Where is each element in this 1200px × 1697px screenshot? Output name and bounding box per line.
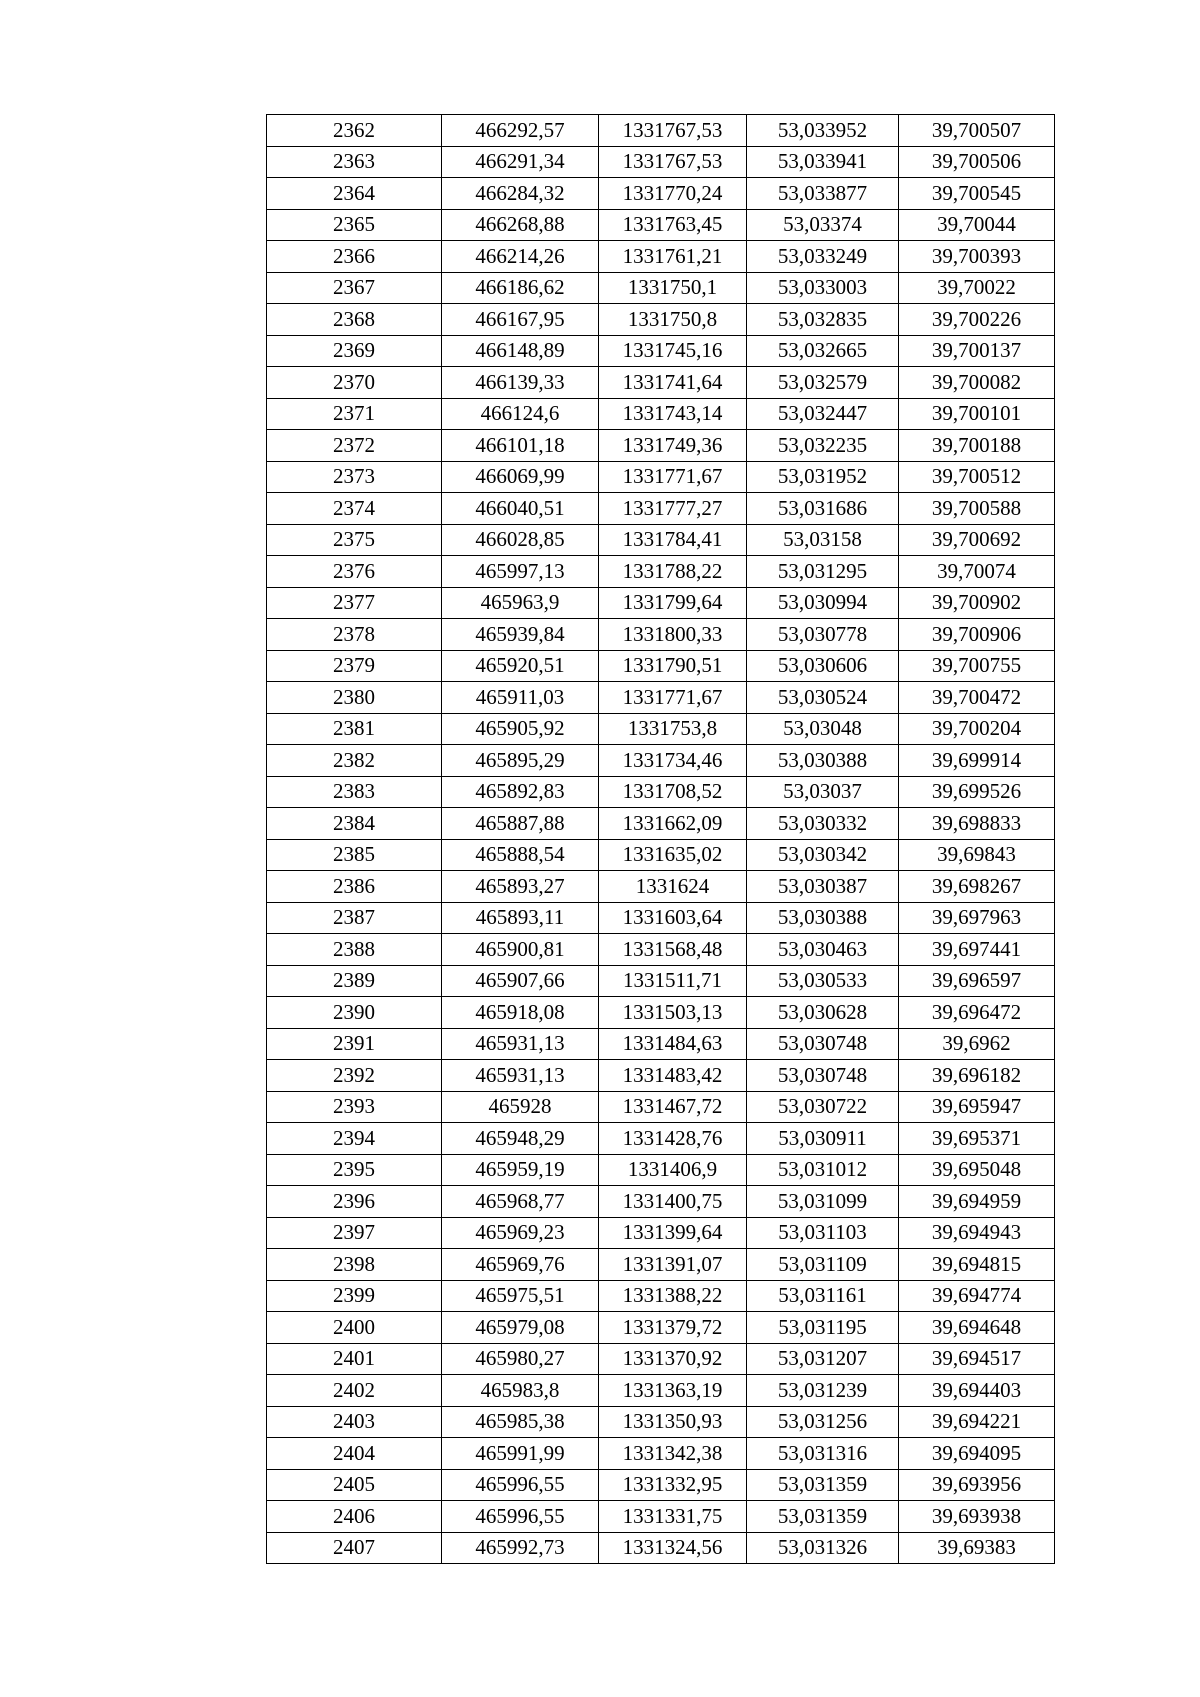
point-number-cell: 2400 [267,1312,442,1344]
y-coordinate-cell: 1331388,22 [599,1280,747,1312]
y-coordinate-cell: 1331568,48 [599,934,747,966]
point-number-cell: 2407 [267,1532,442,1564]
x-coordinate-cell: 465996,55 [442,1501,599,1533]
latitude-cell: 53,03158 [747,524,899,556]
y-coordinate-cell: 1331379,72 [599,1312,747,1344]
point-number-cell: 2371 [267,398,442,430]
y-coordinate-cell: 1331428,76 [599,1123,747,1155]
coordinates-table-body [267,115,1055,1564]
latitude-cell: 53,032579 [747,367,899,399]
x-coordinate-cell: 465888,54 [442,839,599,871]
point-number-cell: 2406 [267,1501,442,1533]
table-row [267,178,1055,210]
table-row [267,398,1055,430]
y-coordinate-cell: 1331734,46 [599,745,747,777]
longitude-cell: 39,697963 [899,902,1055,934]
point-number-cell: 2402 [267,1375,442,1407]
y-coordinate-cell: 1331399,64 [599,1217,747,1249]
latitude-cell: 53,031359 [747,1469,899,1501]
latitude-cell: 53,031359 [747,1501,899,1533]
y-coordinate-cell: 1331743,14 [599,398,747,430]
table-row [267,1060,1055,1092]
y-coordinate-cell: 1331342,38 [599,1438,747,1470]
latitude-cell: 53,032835 [747,304,899,336]
point-number-cell: 2363 [267,146,442,178]
latitude-cell: 53,031686 [747,493,899,525]
table-row [267,1217,1055,1249]
point-number-cell: 2384 [267,808,442,840]
latitude-cell: 53,030628 [747,997,899,1029]
longitude-cell: 39,699914 [899,745,1055,777]
y-coordinate-cell: 1331799,64 [599,587,747,619]
y-coordinate-cell: 1331708,52 [599,776,747,808]
x-coordinate-cell: 465968,77 [442,1186,599,1218]
point-number-cell: 2399 [267,1280,442,1312]
y-coordinate-cell: 1331324,56 [599,1532,747,1564]
x-coordinate-cell: 466284,32 [442,178,599,210]
point-number-cell: 2376 [267,556,442,588]
point-number-cell: 2391 [267,1028,442,1060]
y-coordinate-cell: 1331763,45 [599,209,747,241]
latitude-cell: 53,030387 [747,871,899,903]
table-row [267,1343,1055,1375]
y-coordinate-cell: 1331770,24 [599,178,747,210]
latitude-cell: 53,033941 [747,146,899,178]
y-coordinate-cell: 1331771,67 [599,461,747,493]
y-coordinate-cell: 1331503,13 [599,997,747,1029]
table-row [267,1028,1055,1060]
point-number-cell: 2372 [267,430,442,462]
y-coordinate-cell: 1331753,8 [599,713,747,745]
point-number-cell: 2397 [267,1217,442,1249]
latitude-cell: 53,030994 [747,587,899,619]
longitude-cell: 39,698267 [899,871,1055,903]
table-row [267,209,1055,241]
latitude-cell: 53,031316 [747,1438,899,1470]
point-number-cell: 2390 [267,997,442,1029]
table-row [267,493,1055,525]
table-row [267,304,1055,336]
longitude-cell: 39,700082 [899,367,1055,399]
y-coordinate-cell: 1331400,75 [599,1186,747,1218]
point-number-cell: 2365 [267,209,442,241]
table-row [267,1091,1055,1123]
x-coordinate-cell: 465948,29 [442,1123,599,1155]
latitude-cell: 53,031012 [747,1154,899,1186]
point-number-cell: 2369 [267,335,442,367]
y-coordinate-cell: 1331332,95 [599,1469,747,1501]
point-number-cell: 2374 [267,493,442,525]
table-row [267,1123,1055,1155]
latitude-cell: 53,031109 [747,1249,899,1281]
latitude-cell: 53,031099 [747,1186,899,1218]
x-coordinate-cell: 466124,6 [442,398,599,430]
longitude-cell: 39,700506 [899,146,1055,178]
table-row [267,808,1055,840]
x-coordinate-cell: 465963,9 [442,587,599,619]
y-coordinate-cell: 1331331,75 [599,1501,747,1533]
longitude-cell: 39,694815 [899,1249,1055,1281]
longitude-cell: 39,693938 [899,1501,1055,1533]
x-coordinate-cell: 466139,33 [442,367,599,399]
table-row [267,461,1055,493]
y-coordinate-cell: 1331800,33 [599,619,747,651]
x-coordinate-cell: 466292,57 [442,115,599,147]
x-coordinate-cell: 465887,88 [442,808,599,840]
longitude-cell: 39,70044 [899,209,1055,241]
longitude-cell: 39,694517 [899,1343,1055,1375]
table-row [267,1249,1055,1281]
point-number-cell: 2373 [267,461,442,493]
point-number-cell: 2366 [267,241,442,273]
longitude-cell: 39,696182 [899,1060,1055,1092]
x-coordinate-cell: 465893,11 [442,902,599,934]
table-row [267,241,1055,273]
x-coordinate-cell: 465895,29 [442,745,599,777]
longitude-cell: 39,700101 [899,398,1055,430]
y-coordinate-cell: 1331363,19 [599,1375,747,1407]
longitude-cell: 39,700545 [899,178,1055,210]
longitude-cell: 39,694959 [899,1186,1055,1218]
latitude-cell: 53,031195 [747,1312,899,1344]
longitude-cell: 39,700137 [899,335,1055,367]
y-coordinate-cell: 1331761,21 [599,241,747,273]
table-row [267,272,1055,304]
latitude-cell: 53,030606 [747,650,899,682]
table-row [267,1312,1055,1344]
longitude-cell: 39,695048 [899,1154,1055,1186]
y-coordinate-cell: 1331750,8 [599,304,747,336]
latitude-cell: 53,031295 [747,556,899,588]
longitude-cell: 39,700906 [899,619,1055,651]
table-row [267,524,1055,556]
point-number-cell: 2385 [267,839,442,871]
latitude-cell: 53,032447 [747,398,899,430]
longitude-cell: 39,700507 [899,115,1055,147]
longitude-cell: 39,699526 [899,776,1055,808]
x-coordinate-cell: 465992,73 [442,1532,599,1564]
latitude-cell: 53,033952 [747,115,899,147]
latitude-cell: 53,030911 [747,1123,899,1155]
latitude-cell: 53,031103 [747,1217,899,1249]
latitude-cell: 53,030533 [747,965,899,997]
longitude-cell: 39,700588 [899,493,1055,525]
latitude-cell: 53,031952 [747,461,899,493]
x-coordinate-cell: 466040,51 [442,493,599,525]
point-number-cell: 2388 [267,934,442,966]
table-row [267,839,1055,871]
table-row [267,1154,1055,1186]
point-number-cell: 2368 [267,304,442,336]
longitude-cell: 39,700472 [899,682,1055,714]
point-number-cell: 2394 [267,1123,442,1155]
x-coordinate-cell: 465996,55 [442,1469,599,1501]
y-coordinate-cell: 1331603,64 [599,902,747,934]
latitude-cell: 53,030778 [747,619,899,651]
x-coordinate-cell: 465905,92 [442,713,599,745]
table-row [267,115,1055,147]
table-row [267,1375,1055,1407]
point-number-cell: 2392 [267,1060,442,1092]
y-coordinate-cell: 1331511,71 [599,965,747,997]
latitude-cell: 53,033003 [747,272,899,304]
point-number-cell: 2395 [267,1154,442,1186]
x-coordinate-cell: 465907,66 [442,965,599,997]
point-number-cell: 2389 [267,965,442,997]
longitude-cell: 39,694943 [899,1217,1055,1249]
point-number-cell: 2383 [267,776,442,808]
point-number-cell: 2364 [267,178,442,210]
x-coordinate-cell: 465997,13 [442,556,599,588]
x-coordinate-cell: 465931,13 [442,1028,599,1060]
table-row [267,776,1055,808]
longitude-cell: 39,695947 [899,1091,1055,1123]
x-coordinate-cell: 465931,13 [442,1060,599,1092]
coordinates-table [266,114,1055,1564]
table-row [267,1186,1055,1218]
x-coordinate-cell: 466214,26 [442,241,599,273]
y-coordinate-cell: 1331370,92 [599,1343,747,1375]
point-number-cell: 2379 [267,650,442,682]
table-row [267,335,1055,367]
table-row [267,965,1055,997]
table-row [267,871,1055,903]
longitude-cell: 39,70022 [899,272,1055,304]
x-coordinate-cell: 465920,51 [442,650,599,682]
latitude-cell: 53,031239 [747,1375,899,1407]
table-row [267,146,1055,178]
point-number-cell: 2404 [267,1438,442,1470]
longitude-cell: 39,700226 [899,304,1055,336]
table-row [267,556,1055,588]
latitude-cell: 53,030388 [747,745,899,777]
longitude-cell: 39,69843 [899,839,1055,871]
y-coordinate-cell: 1331767,53 [599,115,747,147]
x-coordinate-cell: 465983,8 [442,1375,599,1407]
x-coordinate-cell: 466148,89 [442,335,599,367]
longitude-cell: 39,69383 [899,1532,1055,1564]
point-number-cell: 2401 [267,1343,442,1375]
x-coordinate-cell: 465900,81 [442,934,599,966]
table-row [267,745,1055,777]
point-number-cell: 2380 [267,682,442,714]
longitude-cell: 39,695371 [899,1123,1055,1155]
latitude-cell: 53,032665 [747,335,899,367]
point-number-cell: 2377 [267,587,442,619]
x-coordinate-cell: 465928 [442,1091,599,1123]
table-row [267,713,1055,745]
x-coordinate-cell: 466167,95 [442,304,599,336]
longitude-cell: 39,700755 [899,650,1055,682]
point-number-cell: 2378 [267,619,442,651]
longitude-cell: 39,700204 [899,713,1055,745]
point-number-cell: 2381 [267,713,442,745]
latitude-cell: 53,030524 [747,682,899,714]
latitude-cell: 53,03037 [747,776,899,808]
y-coordinate-cell: 1331467,72 [599,1091,747,1123]
y-coordinate-cell: 1331790,51 [599,650,747,682]
longitude-cell: 39,698833 [899,808,1055,840]
longitude-cell: 39,694095 [899,1438,1055,1470]
point-number-cell: 2382 [267,745,442,777]
y-coordinate-cell: 1331391,07 [599,1249,747,1281]
latitude-cell: 53,030748 [747,1060,899,1092]
y-coordinate-cell: 1331741,64 [599,367,747,399]
x-coordinate-cell: 466028,85 [442,524,599,556]
point-number-cell: 2396 [267,1186,442,1218]
point-number-cell: 2370 [267,367,442,399]
table-row [267,587,1055,619]
longitude-cell: 39,694221 [899,1406,1055,1438]
longitude-cell: 39,700512 [899,461,1055,493]
latitude-cell: 53,031207 [747,1343,899,1375]
point-number-cell: 2386 [267,871,442,903]
x-coordinate-cell: 465980,27 [442,1343,599,1375]
point-number-cell: 2362 [267,115,442,147]
x-coordinate-cell: 466268,88 [442,209,599,241]
x-coordinate-cell: 465979,08 [442,1312,599,1344]
y-coordinate-cell: 1331662,09 [599,808,747,840]
longitude-cell: 39,700393 [899,241,1055,273]
y-coordinate-cell: 1331624 [599,871,747,903]
y-coordinate-cell: 1331406,9 [599,1154,747,1186]
x-coordinate-cell: 466069,99 [442,461,599,493]
point-number-cell: 2403 [267,1406,442,1438]
x-coordinate-cell: 465991,99 [442,1438,599,1470]
longitude-cell: 39,700692 [899,524,1055,556]
y-coordinate-cell: 1331745,16 [599,335,747,367]
longitude-cell: 39,696472 [899,997,1055,1029]
latitude-cell: 53,030463 [747,934,899,966]
point-number-cell: 2393 [267,1091,442,1123]
latitude-cell: 53,031326 [747,1532,899,1564]
table-row [267,1532,1055,1564]
latitude-cell: 53,030388 [747,902,899,934]
longitude-cell: 39,694403 [899,1375,1055,1407]
table-row [267,902,1055,934]
x-coordinate-cell: 465975,51 [442,1280,599,1312]
x-coordinate-cell: 465969,23 [442,1217,599,1249]
latitude-cell: 53,033249 [747,241,899,273]
longitude-cell: 39,697441 [899,934,1055,966]
x-coordinate-cell: 465959,19 [442,1154,599,1186]
table-row [267,934,1055,966]
y-coordinate-cell: 1331350,93 [599,1406,747,1438]
y-coordinate-cell: 1331777,27 [599,493,747,525]
latitude-cell: 53,030722 [747,1091,899,1123]
x-coordinate-cell: 465892,83 [442,776,599,808]
table-row [267,367,1055,399]
longitude-cell: 39,693956 [899,1469,1055,1501]
y-coordinate-cell: 1331788,22 [599,556,747,588]
longitude-cell: 39,696597 [899,965,1055,997]
table-row [267,430,1055,462]
y-coordinate-cell: 1331484,63 [599,1028,747,1060]
table-row [267,1280,1055,1312]
table-row [267,1469,1055,1501]
latitude-cell: 53,032235 [747,430,899,462]
y-coordinate-cell: 1331784,41 [599,524,747,556]
table-row [267,1406,1055,1438]
x-coordinate-cell: 466101,18 [442,430,599,462]
y-coordinate-cell: 1331749,36 [599,430,747,462]
longitude-cell: 39,6962 [899,1028,1055,1060]
latitude-cell: 53,031256 [747,1406,899,1438]
latitude-cell: 53,031161 [747,1280,899,1312]
x-coordinate-cell: 465985,38 [442,1406,599,1438]
x-coordinate-cell: 465911,03 [442,682,599,714]
table-row [267,997,1055,1029]
x-coordinate-cell: 465918,08 [442,997,599,1029]
latitude-cell: 53,033877 [747,178,899,210]
latitude-cell: 53,030342 [747,839,899,871]
table-row [267,1501,1055,1533]
x-coordinate-cell: 465939,84 [442,619,599,651]
latitude-cell: 53,030332 [747,808,899,840]
latitude-cell: 53,03374 [747,209,899,241]
longitude-cell: 39,70074 [899,556,1055,588]
y-coordinate-cell: 1331771,67 [599,682,747,714]
x-coordinate-cell: 466186,62 [442,272,599,304]
y-coordinate-cell: 1331750,1 [599,272,747,304]
point-number-cell: 2398 [267,1249,442,1281]
point-number-cell: 2367 [267,272,442,304]
longitude-cell: 39,694774 [899,1280,1055,1312]
table-row [267,1438,1055,1470]
table-row [267,650,1055,682]
table-row [267,682,1055,714]
x-coordinate-cell: 465969,76 [442,1249,599,1281]
y-coordinate-cell: 1331483,42 [599,1060,747,1092]
table-row [267,619,1055,651]
x-coordinate-cell: 465893,27 [442,871,599,903]
latitude-cell: 53,03048 [747,713,899,745]
latitude-cell: 53,030748 [747,1028,899,1060]
point-number-cell: 2375 [267,524,442,556]
longitude-cell: 39,700902 [899,587,1055,619]
y-coordinate-cell: 1331635,02 [599,839,747,871]
x-coordinate-cell: 466291,34 [442,146,599,178]
longitude-cell: 39,694648 [899,1312,1055,1344]
longitude-cell: 39,700188 [899,430,1055,462]
point-number-cell: 2387 [267,902,442,934]
y-coordinate-cell: 1331767,53 [599,146,747,178]
point-number-cell: 2405 [267,1469,442,1501]
